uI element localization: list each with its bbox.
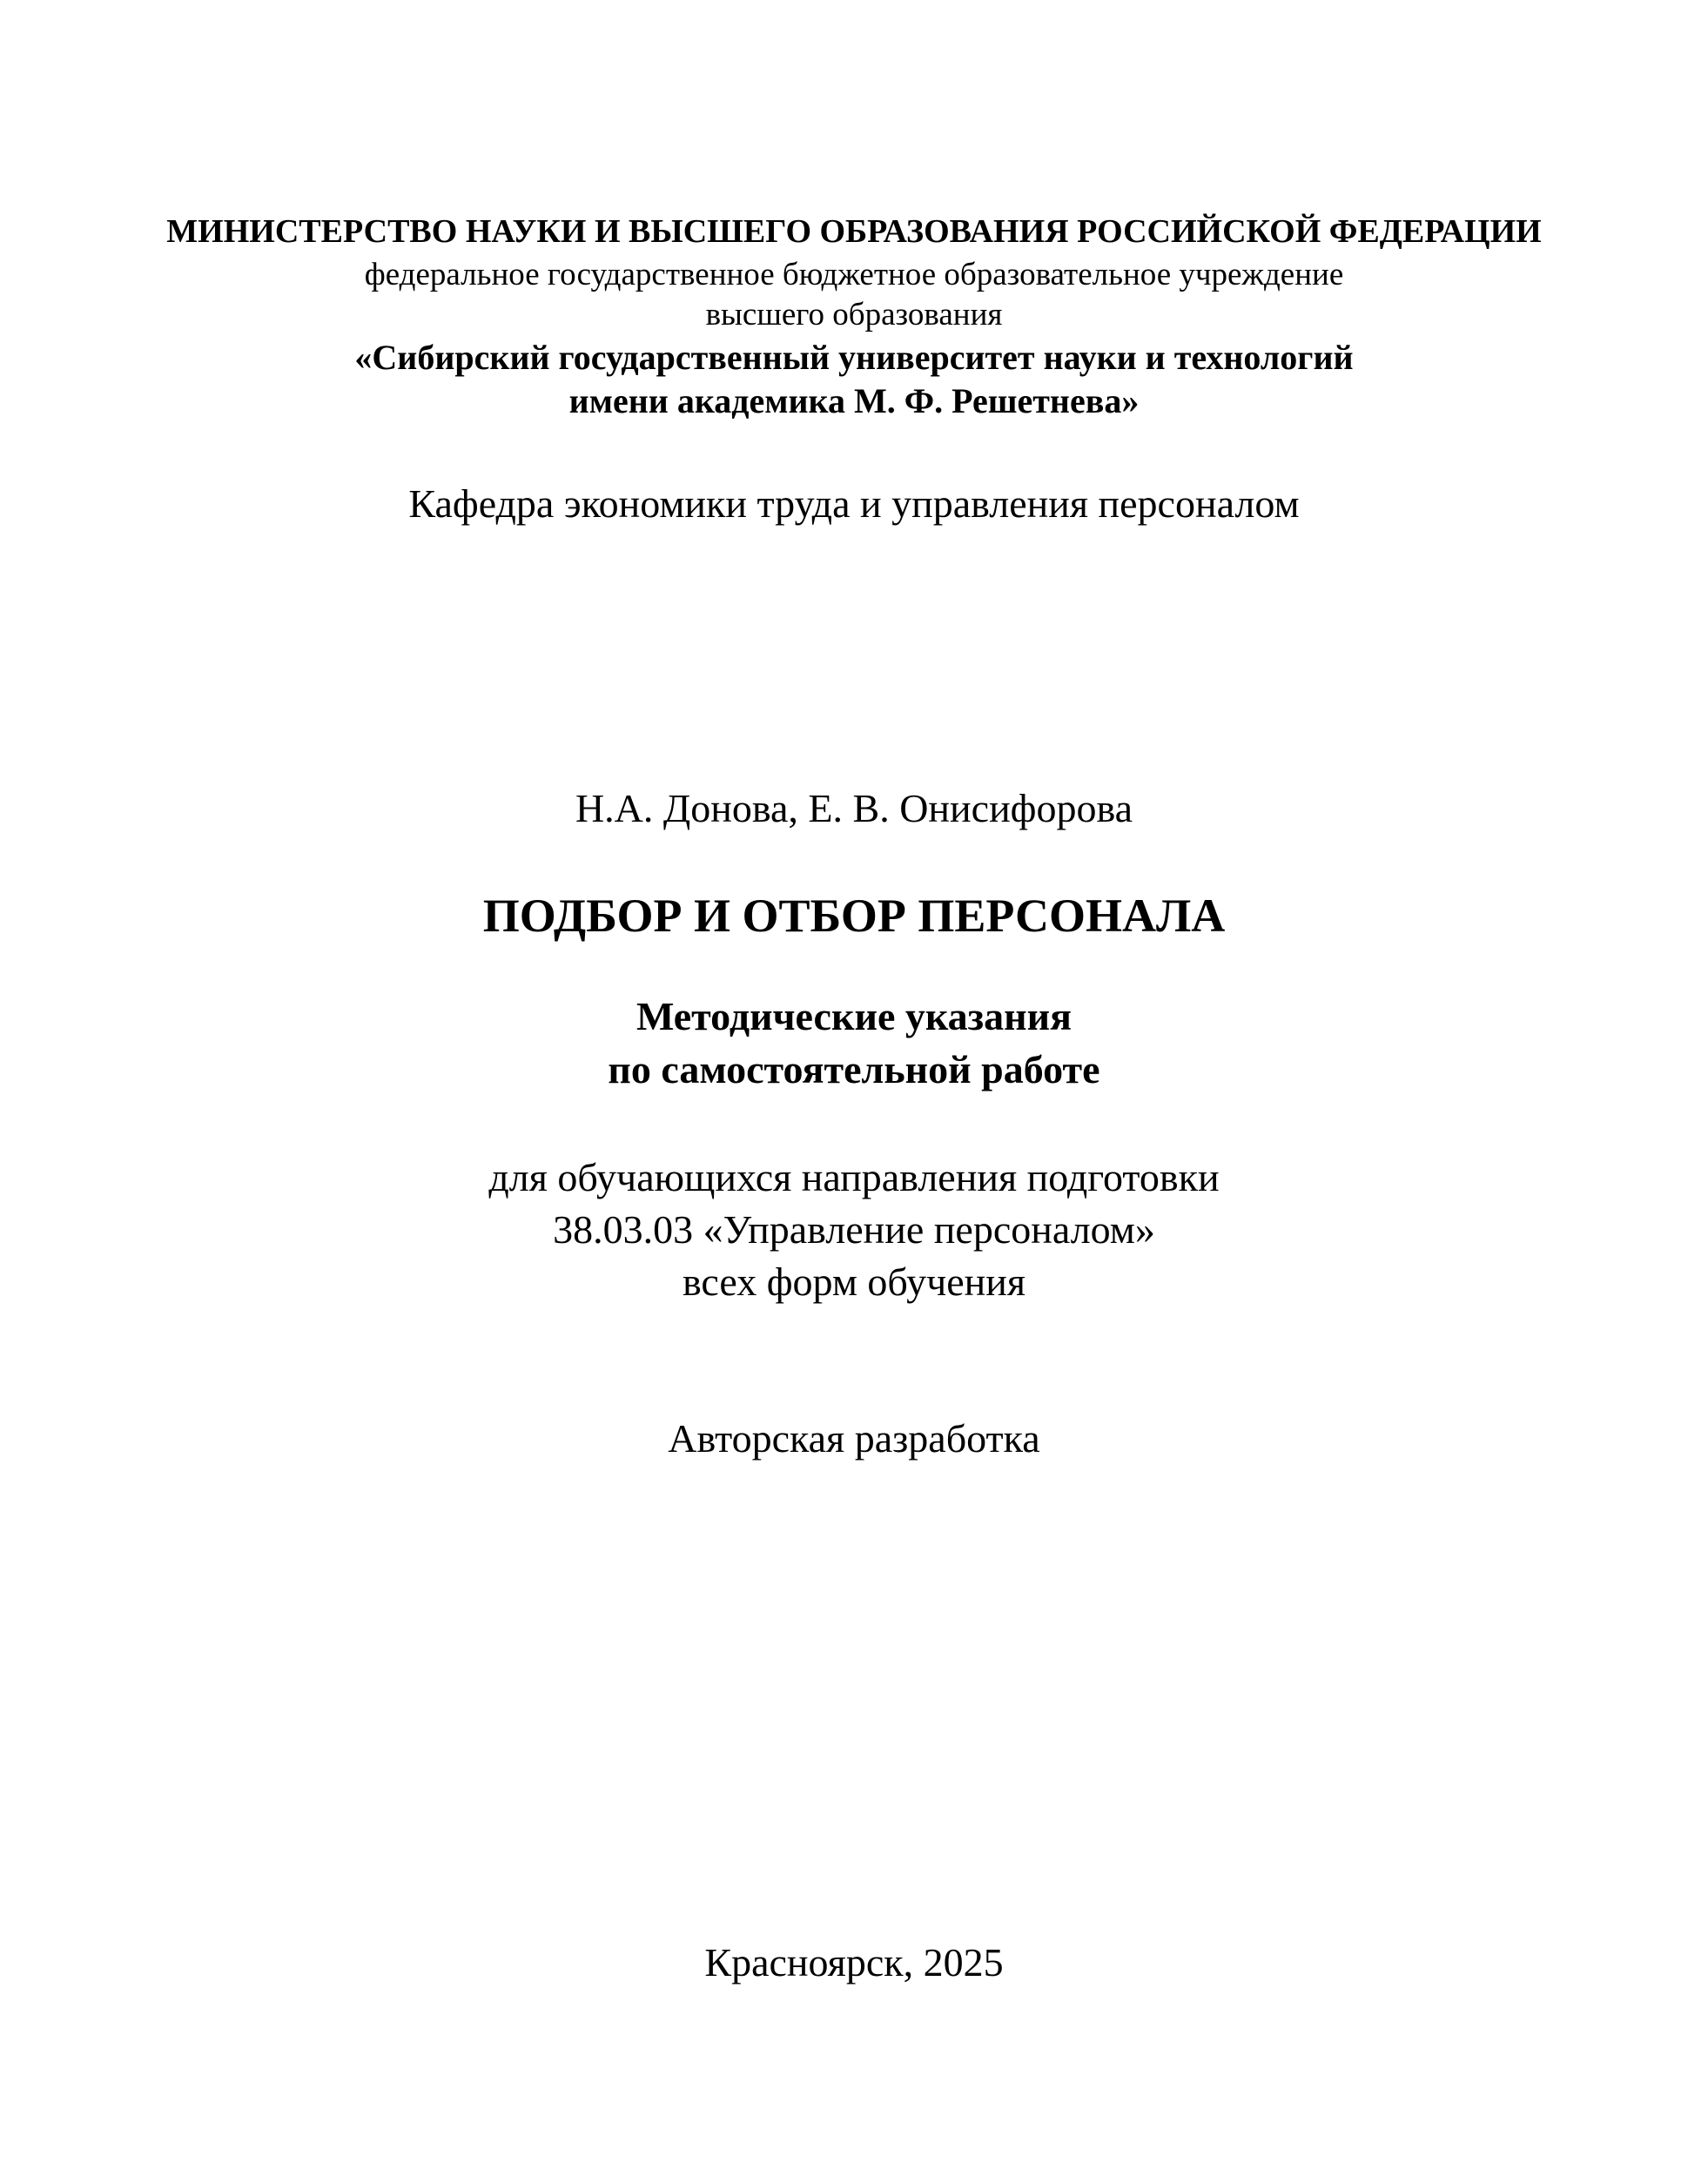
institution-type-line-1: федеральное государственное бюджетное образовательное учреждение [364, 257, 1344, 292]
subtitle-line-2: по самостоятельной работе [608, 1047, 1100, 1091]
audience-line-3: всех форм обучения [682, 1259, 1026, 1304]
department-name: Кафедра экономики труда и управления персоналом [408, 481, 1300, 526]
university-name-line-2: имени академика М. Ф. Решетнева» [568, 381, 1140, 420]
authorship-note: Авторская разработка [668, 1416, 1040, 1461]
authors: Н.А. Донова, Е. В. Онисифорова [575, 786, 1133, 830]
audience-line-2: 38.03.03 «Управление персоналом» [553, 1207, 1155, 1252]
audience-line-1: для обучающихся направления подготовки [488, 1155, 1220, 1199]
subtitle-line-1: Методические указания [635, 994, 1073, 1038]
university-name-line-1: «Сибирский государственный университет науки и технологий [354, 338, 1354, 377]
ministry-heading: МИНИСТЕРСТВО НАУКИ И ВЫСШЕГО ОБРАЗОВАНИЯ РОССИЙСКОЙ ФЕДЕРАЦИИ [166, 213, 1542, 250]
document-title: ПОДБОР И ОТБОР ПЕРСОНАЛА [482, 890, 1226, 942]
institution-type-line-2: высшего образования [705, 297, 1003, 332]
city-year: Красноярск, 2025 [704, 1940, 1004, 1985]
